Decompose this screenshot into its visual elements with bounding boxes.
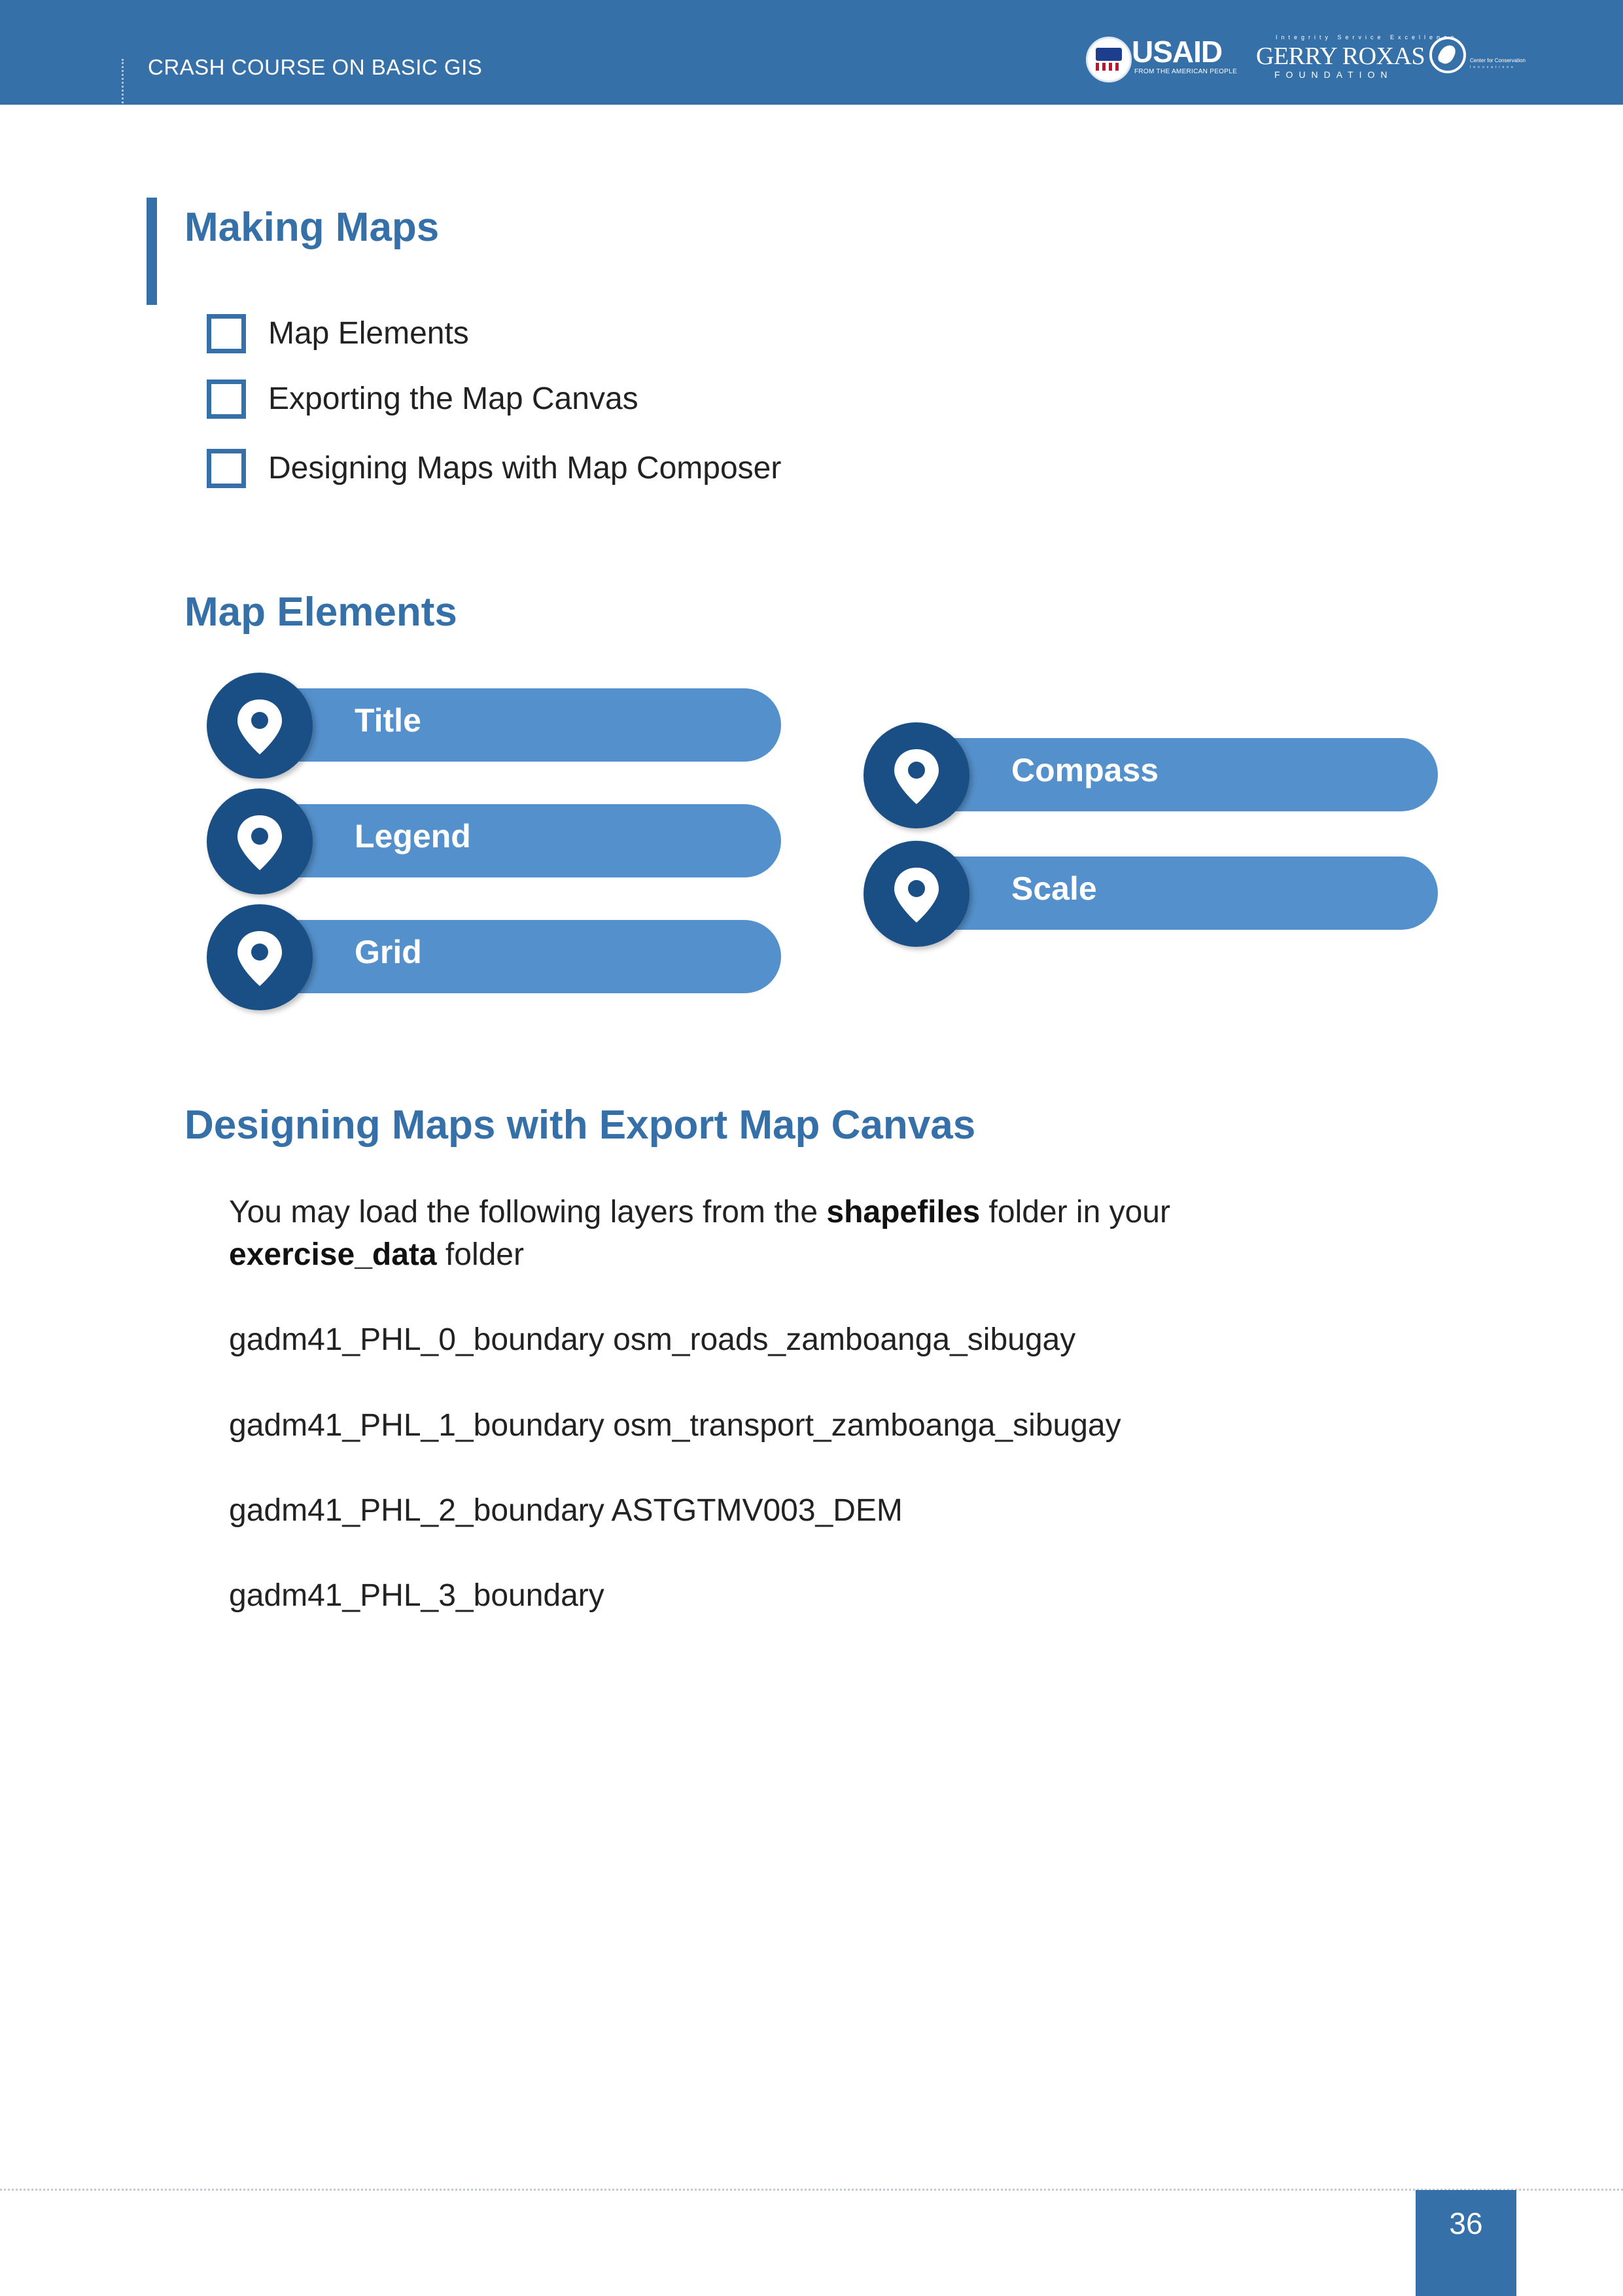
pill-bar xyxy=(253,920,781,993)
pill-label: Compass xyxy=(1011,752,1159,788)
map-pin-icon xyxy=(207,904,313,1010)
pill-label: Grid xyxy=(355,934,422,970)
usaid-tagline: FROM THE AMERICAN PEOPLE xyxy=(1134,68,1238,75)
pill-bar xyxy=(253,688,781,762)
pill-bar xyxy=(909,857,1438,930)
map-element-title xyxy=(207,673,782,780)
ccc-emblem-icon xyxy=(1429,37,1466,73)
intro-paragraph-line-2 xyxy=(229,1237,524,1273)
ccc-subtext: Innovations xyxy=(1470,65,1516,69)
intro-text: folder xyxy=(436,1237,524,1272)
map-pin-icon xyxy=(207,788,313,894)
usaid-seal-icon xyxy=(1086,37,1132,82)
document-title: CRASH COURSE ON BASIC GIS xyxy=(148,55,483,79)
checklist-label: Designing Maps with Map Composer xyxy=(268,451,782,486)
section-accent-bar xyxy=(147,198,157,305)
gerry-roxas-foundation: FOUNDATION xyxy=(1274,69,1393,80)
pill-label: Legend xyxy=(355,818,471,855)
ccc-text: Center for Conservation xyxy=(1470,58,1526,63)
folder-name-shapefiles: shapefiles xyxy=(826,1195,981,1229)
checkbox-icon xyxy=(207,314,246,353)
section-heading-making-maps: Making Maps xyxy=(184,205,440,250)
map-element-compass xyxy=(864,722,1439,830)
layer-list-item: gadm41_PHL_0_boundary osm_roads_zamboanga_sibugay xyxy=(229,1322,1076,1357)
usaid-logo xyxy=(1086,34,1238,81)
section-heading-designing-maps: Designing Maps with Export Map Canvas xyxy=(184,1103,976,1148)
page-number-box xyxy=(1416,2190,1516,2296)
pill-bar xyxy=(909,738,1438,811)
checkbox-icon xyxy=(207,449,246,488)
header-divider xyxy=(122,59,124,103)
pill-label: Title xyxy=(355,702,421,739)
gerry-roxas-name: GERRY ROXAS xyxy=(1256,43,1425,70)
footer-divider xyxy=(0,2189,1623,2191)
checklist-label: Exporting the Map Canvas xyxy=(268,381,638,416)
gerry-roxas-motto: Integrity Service Excellence xyxy=(1276,34,1458,41)
map-pin-icon xyxy=(864,841,969,947)
layer-list-item: gadm41_PHL_2_boundary ASTGTMV003_DEM xyxy=(229,1493,903,1528)
usaid-wordmark: USAID xyxy=(1132,35,1223,69)
ccc-logo xyxy=(1429,35,1534,81)
layer-list-item: gadm41_PHL_1_boundary osm_transport_zamboanga_sibugay xyxy=(229,1408,1121,1443)
section-heading-map-elements: Map Elements xyxy=(184,590,457,635)
intro-text: You may load the following layers from the xyxy=(229,1195,827,1229)
layer-list-item: gadm41_PHL_3_boundary xyxy=(229,1578,604,1613)
gerry-roxas-logo xyxy=(1256,33,1458,82)
page-header xyxy=(0,0,1623,105)
pill-bar xyxy=(253,804,781,877)
intro-paragraph-line-1 xyxy=(229,1194,1170,1230)
pill-label: Scale xyxy=(1011,870,1097,907)
folder-name-exercise-data: exercise_data xyxy=(229,1237,437,1272)
map-element-scale xyxy=(864,841,1439,948)
map-element-legend xyxy=(207,788,782,896)
checklist-label: Map Elements xyxy=(268,316,469,351)
map-pin-icon xyxy=(864,722,969,828)
map-pin-icon xyxy=(207,673,313,779)
intro-text: folder in your xyxy=(980,1195,1170,1229)
map-element-grid xyxy=(207,904,782,1012)
checkbox-icon xyxy=(207,380,246,419)
page-number: 36 xyxy=(1449,2206,1483,2240)
